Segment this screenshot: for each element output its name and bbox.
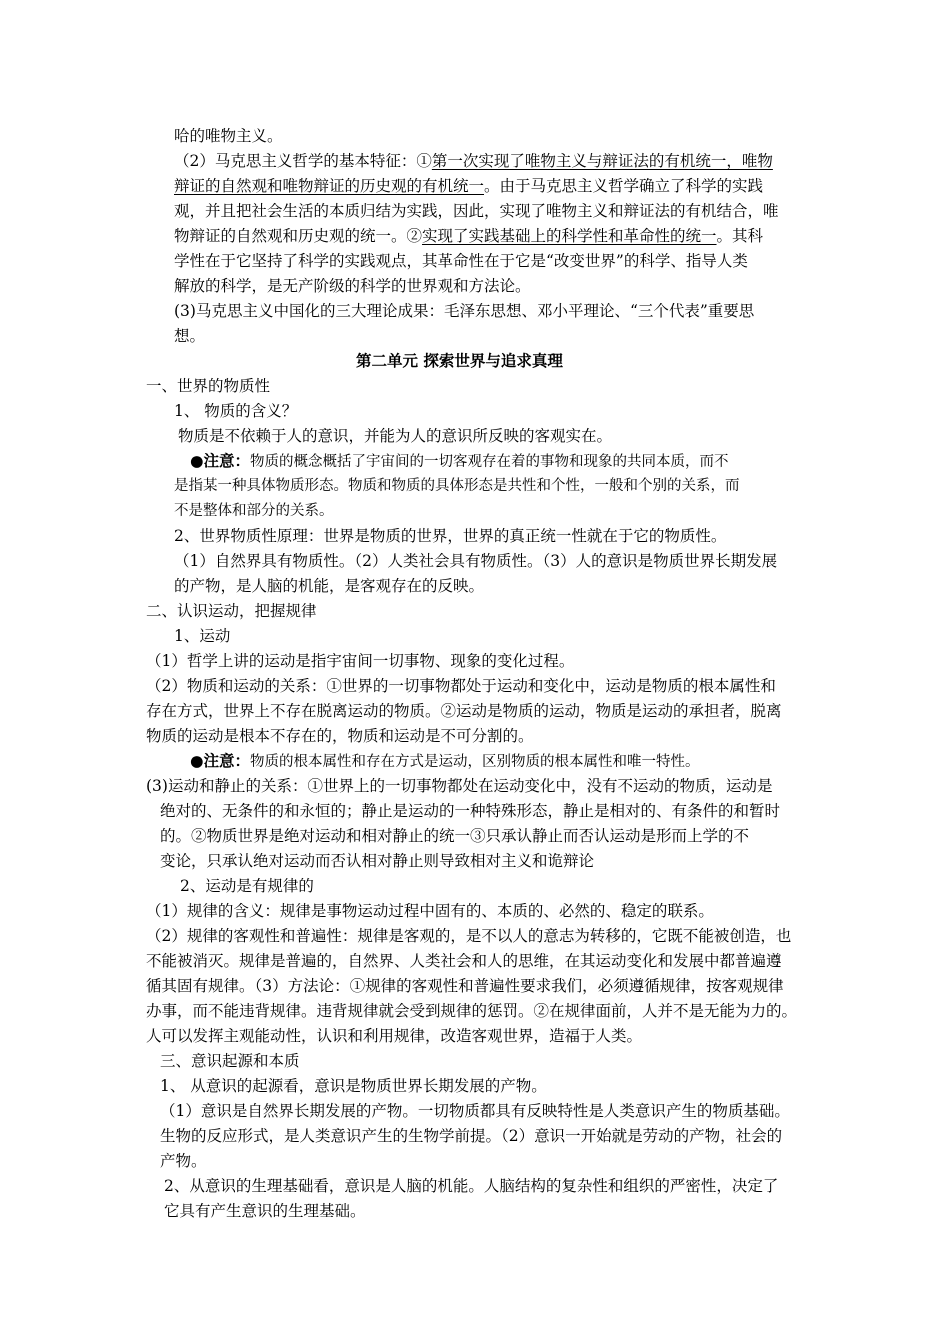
text-line: 解放的科学，是无产阶级的科学的世界观和方法论。 [174,277,531,295]
text-line: 办事，而不能违背规律。违背规律就会受到规律的惩罚。②在规律面前，人并不是无能为力的。 [146,1002,798,1020]
text-line: 物质的运动是根本不存在的，物质和运动是不可分割的。 [146,727,534,745]
text-line: 的。②物质世界是绝对运动和相对静止的统一③只承认静止而否认运动是形而上学的不 [160,827,750,845]
note-line: 不是整体和部分的关系。 [174,503,334,519]
text-line: 人可以发挥主观能动性，认识和利用规律，改造客观世界，造福于人类。 [146,1027,643,1045]
text-line: 2、运动是有规律的 [180,877,314,895]
section-title: 第二单元 探索世界与追求真理 [356,351,563,370]
underlined-text: 辩证的自然观和唯物辩证的历史观的有机统一 [174,177,485,195]
section-heading: 一、世界的物质性 [146,377,271,395]
text-run: 。其科 [716,227,764,245]
text-line [174,225,763,247]
note-text: 物质的根本属性和存在方式是运动，区别物质的根本属性和唯一特性。 [250,754,700,770]
text-line [174,175,763,197]
section-heading: 三、意识起源和本质 [160,1052,300,1070]
text-run: 。由于马克思主义哲学确立了科学的实践 [484,177,764,195]
text-line: 产物。 [160,1152,207,1170]
text-line: 2、从意识的生理基础看，意识是人脑的机能。人脑结构的复杂性和组织的严密性，决定了 [164,1177,779,1195]
text-line: (3)马克思主义中国化的三大理论成果：毛泽东思想、邓小平理论、“三个代表”重要思 [174,302,755,320]
text-line: 物质是不依赖于人的意识，并能为人的意识所反映的客观实在。 [178,427,613,445]
text-line: 生物的反应形式，是人类意识产生的生物学前提。（2）意识一开始就是劳动的产物，社会的 [160,1127,783,1145]
text-line: 1、 从意识的起源看，意识是物质世界长期发展的产物。 [160,1077,547,1095]
underlined-text: 实现了实践基础上的科学性和革命性的统一 [422,227,717,245]
text-line: 存在方式，世界上不存在脱离运动的物质。②运动是物质的运动，物质是运动的承担者，脱离 [146,702,782,720]
text-line: 想。 [174,327,206,345]
text-line: （2）规律的客观性和普遍性：规律是客观的，是不以人的意志为转移的，它既不能被创造，也 [146,927,792,945]
text-line: (3)运动和静止的关系：①世界上的一切事物都处在运动变化中，没有不运动的物质，运动是 [146,777,773,795]
text-line [174,150,773,172]
note-line [190,450,729,473]
text-line: 变论，只承认绝对运动而否认相对静止则导致相对主义和诡辩论 [160,852,595,870]
text-line: 学性在于它坚持了科学的实践观点，其革命性在于它是“改变世界”的科学、指导人类 [174,252,748,270]
text-line: （2）物质和运动的关系：①世界的一切事物都处于运动和变化中，运动是物质的根本属性和 [146,677,776,695]
text-line: 的产物，是人脑的机能，是客观存在的反映。 [174,577,485,595]
text-line: 它具有产生意识的生理基础。 [164,1202,366,1220]
text-line: 循其固有规律。（3）方法论：①规律的客观性和普遍性要求我们，必须遵循规律，按客观规律 [146,977,784,995]
note-text: 物质的概念概括了宇宙间的一切客观存在着的事物和现象的共同本质，而不 [250,454,729,470]
section-heading: 二、认识运动，把握规律 [146,602,317,620]
text-line: （1）自然界具有物质性。（2）人类社会具有物质性。（3）人的意识是物质世界长期发展 [174,552,778,570]
text-line: （1）规律的含义：规律是事物运动过程中固有的、本质的、必然的、稳定的联系。 [146,902,714,920]
text-line: 2、世界物质性原理：世界是物质的世界，世界的真正统一性就在于它的物质性。 [174,527,727,545]
text-line: 1、运动 [174,627,231,645]
text-line: （1）意识是自然界长期发展的产物。一切物质都具有反映特性是人类意识产生的物质基础。 [160,1102,790,1120]
note-line [190,750,700,773]
text-line: （1）哲学上讲的运动是指宇宙间一切事物、现象的变化过程。 [146,652,575,670]
text-run: 物辩证的自然观和历史观的统一。② [174,227,423,245]
text-run: （2）马克思主义哲学的基本特征：① [174,152,432,170]
text-line: 绝对的、无条件的和永恒的；静止是运动的一种特殊形态，静止是相对的、有条件的和暂时 [160,802,781,820]
text-line: 不能被消灭。规律是普遍的，自然界、人类社会和人的思维，在其运动变化和发展中都普遍遵 [146,952,782,970]
text-line: 哈的唯物主义。 [174,127,283,145]
text-line: 1、 物质的含义？ [174,402,298,420]
underlined-text: 第一次实现了唯物主义与辩证法的有机统一，唯物 [431,152,773,170]
text-line: 观，并且把社会生活的本质归结为实践，因此，实现了唯物主义和辩证法的有机结合，唯 [174,202,779,220]
note-line: 是指某一种具体物质形态。物质和物质的具体形态是共性和个性，一般和个别的关系，而 [174,478,740,494]
note-label: ●注意： [190,451,251,470]
note-label: ●注意： [190,751,251,770]
